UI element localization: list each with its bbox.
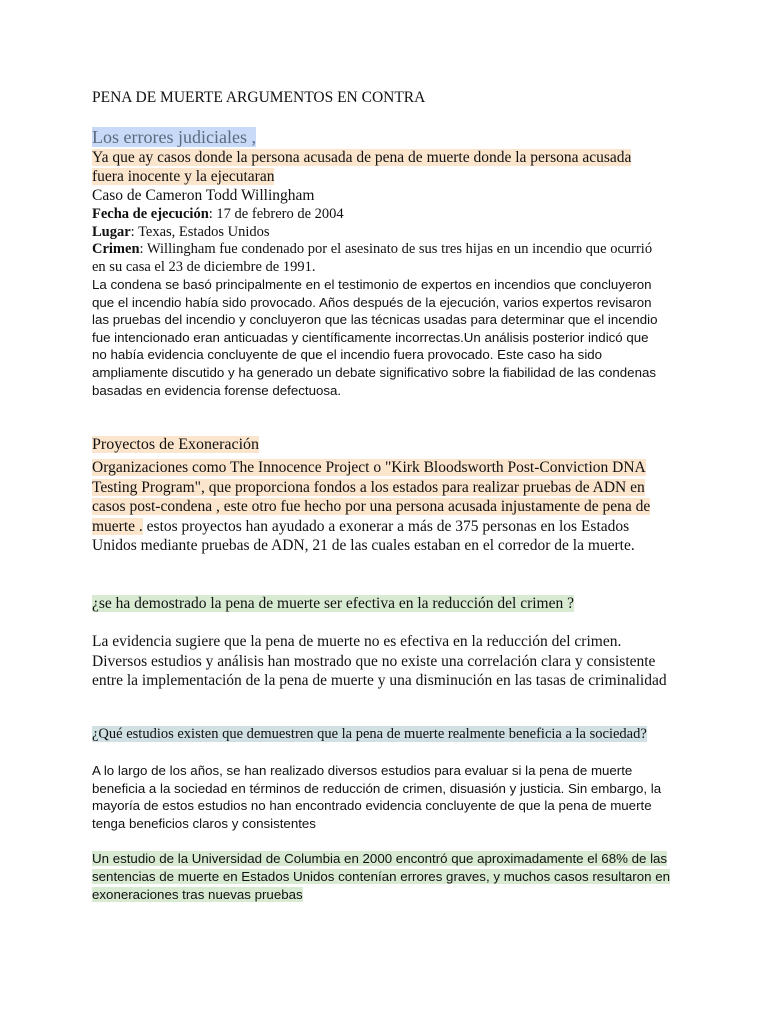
- execution-date-line: [92, 205, 680, 223]
- execution-date-value: : 17 de febrero de 2004: [208, 206, 344, 222]
- section-heading-errors-text: Los errores judiciales ,: [92, 127, 256, 147]
- document-title: [92, 88, 680, 108]
- section-heading-exoneration: [92, 434, 680, 455]
- studies-question: [92, 726, 652, 744]
- case-title-text: Caso de Cameron Todd Willingham: [92, 187, 315, 204]
- case-body-paragraph: [92, 276, 660, 399]
- intro-text: Ya que ay casos donde la persona acusada de pena de muerte donde la persona acusada fuera inocente y la ejecutaran: [92, 149, 632, 185]
- studies-answer: [92, 762, 677, 832]
- section-heading-exoneration-text: Proyectos de Exoneración: [92, 436, 260, 453]
- effectiveness-question-text: ¿se ha demostrado la pena de muerte ser efectiva en la reducción del crimen ?: [92, 595, 574, 612]
- columbia-study-text: Un estudio de la Universidad de Columbia en 2000 encontró que aproximadamente el 68% de las sentencias de muerte en Estados Unidos contenían errores graves, y muchos casos resultaron en exoneraciones tras nuevas pruebas: [92, 851, 670, 902]
- effectiveness-question: [92, 594, 682, 614]
- crime-label: Crimen: [92, 241, 140, 257]
- place-value: : Texas, Estados Unidos: [130, 224, 270, 240]
- execution-date-label: Fecha de ejecución: [92, 206, 209, 222]
- columbia-study-paragraph: [92, 850, 677, 904]
- crime-value: : Willingham fue condenado por el asesinato de sus tres hijas en un incendio que ocurrió en su casa el 23 de diciembre de 1991.: [92, 241, 653, 275]
- exoneration-highlight-text: Organizaciones como The Innocence Project o "Kirk Bloodsworth Post-Conviction DNA Testing Program", que proporciona fondos a los estados para realizar pruebas de ADN en casos post-condena , este otro fue hecho por una persona acusada injustamente de pena de muerte .: [92, 459, 651, 535]
- document-title-text: PENA DE MUERTE ARGUMENTOS EN CONTRA: [92, 89, 426, 106]
- place-label: Lugar: [92, 224, 131, 240]
- case-body-text: La condena se basó principalmente en el testimonio de expertos en incendios que concluyeron que el incendio había sido provocado. Años después de la ejecución, varios expertos revisaron las pruebas del incendio y concluyeron que las técnicas usadas para determinar que el incendio fue intencionado eran anticuadas y científicamente incorrectas.Un análisis posterior indicó que no había evidencia concluyente de que el incendio fuera provocado. Este caso ha sido ampliamente discutido y ha generado un debate significativo sobre la fiabilidad de las condenas basadas en evidencia forense defectuosa.: [92, 277, 658, 398]
- section-heading-errors: [92, 126, 680, 148]
- effectiveness-answer-text: La evidencia sugiere que la pena de muerte no es efectiva en la reducción del crimen. Diversos estudios y análisis han mostrado que no existe una correlación clara y consistente entre la implementación de la pena de muerte y una disminución en las tasas de criminalidad: [92, 633, 667, 689]
- place-line: [92, 223, 680, 241]
- intro-paragraph: [92, 148, 637, 186]
- studies-answer-text: A lo largo de los años, se han realizado diversos estudios para evaluar si la pena de muerte beneficia a la sociedad en términos de reducción de crimen, disuasión y justicia. Sin embargo, la mayoría de estos estudios no han encontrado evidencia concluyente de que la pena de muerte tenga beneficios claros y consistentes: [92, 763, 662, 831]
- case-title: [92, 186, 680, 205]
- exoneration-rest-text: estos proyectos han ayudado a exonerar a más de 375 personas en los Estados Unidos mediante pruebas de ADN, 21 de las cuales estaban en el corredor de la muerte.: [92, 517, 635, 554]
- exoneration-paragraph: [92, 458, 672, 556]
- studies-question-text: ¿Qué estudios existen que demuestren que la pena de muerte realmente beneficia a la sociedad?: [92, 726, 647, 742]
- effectiveness-answer: [92, 632, 677, 691]
- crime-line: [92, 240, 662, 276]
